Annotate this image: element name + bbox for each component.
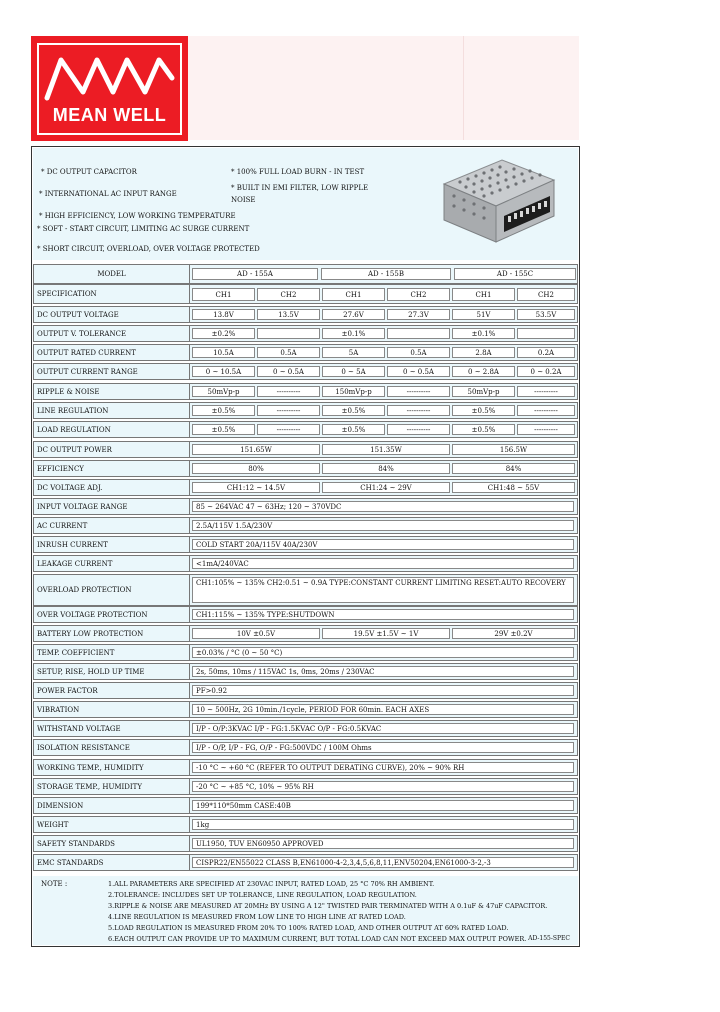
spec-value: 0 ~ 5A <box>322 366 385 377</box>
note-line: 3.RIPPLE & NOISE ARE MEASURED AT 20MHz BY USING A 12" TWISTED PAIR TERMINATED WITH A 0.1uF & 47uF CAPACITOR. <box>108 902 548 910</box>
spec-value: ±0.5% <box>452 405 515 416</box>
spec-value: 10 ~ 500Hz, 2G 10min./1cycle, PERIOD FOR 60min. EACH AXES <box>192 704 574 715</box>
spec-value: 150mVp-p <box>322 386 385 397</box>
spec-label: LINE REGULATION <box>34 403 190 418</box>
spec-value <box>257 328 320 339</box>
spec-row-safety-standards <box>33 835 578 852</box>
spec-value: 151.65W <box>192 444 320 455</box>
spec-value: 80% <box>192 463 320 474</box>
spec-row-battery-low-protection <box>33 625 578 642</box>
spec-value: 2.8A <box>452 347 515 358</box>
channel-header: CH2 <box>257 288 320 301</box>
spec-value: ±0.5% <box>192 405 255 416</box>
spec-row-working-temp <box>33 759 578 776</box>
spec-value: CH1:115% ~ 135% TYPE:SHUTDOWN <box>192 609 574 620</box>
spec-label: LEAKAGE CURRENT <box>34 556 190 571</box>
feature-left-4: * SOFT - START CIRCUIT, LIMITING AC SURGE CURRENT <box>37 225 250 233</box>
spec-label: DC OUTPUT POWER <box>34 442 190 457</box>
spec-value: CISPR22/EN55022 CLASS B,EN61000-4-2,3,4,5,6,8,11,ENV50204,EN61000-3-2,-3 <box>192 857 574 868</box>
spec-value: UL1950, TUV EN60950 APPROVED <box>192 838 574 849</box>
spec-value: 50mVp-p <box>452 386 515 397</box>
spec-value: ±0.5% <box>452 424 515 435</box>
spec-value: <1mA/240VAC <box>192 558 574 569</box>
spec-value: I/P - O/P, I/P - FG, O/P - FG:500VDC / 100M Ohms <box>192 742 574 753</box>
spec-row-temp-coefficient <box>33 644 578 661</box>
feature-right-1: * 100% FULL LOAD BURN - IN TEST <box>231 168 365 176</box>
spec-label: AC CURRENT <box>34 518 190 533</box>
spec-value: CH1:12 ~ 14.5V <box>192 482 320 493</box>
feature-left-3: * HIGH EFFICIENCY, LOW WORKING TEMPERATURE <box>39 212 236 220</box>
spec-row-setup-rise-hold <box>33 663 578 680</box>
spec-row-load-regulation <box>33 421 578 438</box>
spec-row-isolation-resistance <box>33 739 578 756</box>
header-divider <box>463 36 464 140</box>
spec-value <box>387 328 450 339</box>
power-supply-product-image <box>440 154 558 248</box>
spec-value: ---------- <box>387 424 450 435</box>
spec-value: 85 ~ 264VAC 47 ~ 63Hz; 120 ~ 370VDC <box>192 501 574 512</box>
spec-value: ---------- <box>387 386 450 397</box>
spec-value: -10 °C ~ +60 °C (REFER TO OUTPUT DERATING CURVE), 20% ~ 90% RH <box>192 762 574 773</box>
note-line: 4.LINE REGULATION IS MEASURED FROM LOW LINE TO HIGH LINE AT RATED LOAD. <box>108 913 406 921</box>
notes-label: NOTE : <box>41 880 68 888</box>
feature-right-2: * BUILT IN EMI FILTER, LOW RIPPLE <box>231 184 369 192</box>
spec-value: ---------- <box>517 405 575 416</box>
spec-label: TEMP. COEFFICIENT <box>34 645 190 660</box>
model-row <box>33 264 578 284</box>
spec-row-output-current-range <box>33 363 578 380</box>
spec-value: I/P - O/P:3KVAC I/P - FG:1.5KVAC O/P - FG:0.5KVAC <box>192 723 574 734</box>
spec-value: ---------- <box>257 405 320 416</box>
spec-label: POWER FACTOR <box>34 683 190 698</box>
spec-row-ripple-noise <box>33 383 578 400</box>
spec-label: STORAGE TEMP., HUMIDITY <box>34 779 190 794</box>
spec-label: DC VOLTAGE ADJ. <box>34 480 190 495</box>
spec-value: 2.5A/115V 1.5A/230V <box>192 520 574 531</box>
spec-row-dc-voltage-adj <box>33 479 578 496</box>
spec-row-efficiency <box>33 460 578 477</box>
spec-value: 51V <box>452 309 515 320</box>
model-c: AD - 155C <box>454 268 576 280</box>
spec-label: LOAD REGULATION <box>34 422 190 437</box>
spec-row-inrush-current <box>33 536 578 553</box>
spec-row-input-voltage <box>33 498 578 515</box>
spec-value: ±0.1% <box>452 328 515 339</box>
spec-row-line-regulation <box>33 402 578 419</box>
spec-value: 84% <box>322 463 450 474</box>
spec-label: INPUT VOLTAGE RANGE <box>34 499 190 514</box>
spec-value: PF>0.92 <box>192 685 574 696</box>
spec-value: 199*110*50mm CASE:40B <box>192 800 574 811</box>
spec-value: CH1:48 ~ 55V <box>452 482 575 493</box>
spec-value: ±0.5% <box>322 405 385 416</box>
spec-value: 50mVp-p <box>192 386 255 397</box>
spec-value: 1kg <box>192 819 574 830</box>
spec-label: WEIGHT <box>34 817 190 832</box>
spec-label: DC OUTPUT VOLTAGE <box>34 307 190 322</box>
spec-label: OUTPUT CURRENT RANGE <box>34 364 190 379</box>
specification-label: SPECIFICATION <box>34 285 190 303</box>
spec-value <box>517 328 575 339</box>
spec-label: OUTPUT RATED CURRENT <box>34 345 190 360</box>
spec-value: ±0.03% / °C (0 ~ 50 °C) <box>192 647 574 658</box>
model-b: AD - 155B <box>321 268 451 280</box>
spec-row-output-rated-current <box>33 344 578 361</box>
spec-row-ac-current <box>33 517 578 534</box>
spec-value: 27.6V <box>322 309 385 320</box>
spec-label: OUTPUT V. TOLERANCE <box>34 326 190 341</box>
spec-value: 0.5A <box>257 347 320 358</box>
model-a: AD - 155A <box>192 268 318 280</box>
model-label: MODEL <box>34 265 190 283</box>
spec-value: 0 ~ 0.5A <box>387 366 450 377</box>
feature-left-5: * SHORT CIRCUIT, OVERLOAD, OVER VOLTAGE PROTECTED <box>37 245 260 253</box>
spec-label: WITHSTAND VOLTAGE <box>34 721 190 736</box>
channel-header: CH2 <box>517 288 575 301</box>
spec-value: 53.5V <box>517 309 575 320</box>
spec-value: -20 °C ~ +85 °C, 10% ~ 95% RH <box>192 781 574 792</box>
spec-value: 10V ±0.5V <box>192 628 320 639</box>
spec-value: 29V ±0.2V <box>452 628 575 639</box>
spec-label: SAFETY STANDARDS <box>34 836 190 851</box>
spec-label: OVERLOAD PROTECTION <box>34 575 190 605</box>
spec-value: 27.3V <box>387 309 450 320</box>
spec-label: VIBRATION <box>34 702 190 717</box>
spec-row-storage-temp <box>33 778 578 795</box>
spec-label: RIPPLE & NOISE <box>34 384 190 399</box>
spec-value: 13.8V <box>192 309 255 320</box>
spec-row-dc-output-voltage <box>33 306 578 323</box>
spec-label: OVER VOLTAGE PROTECTION <box>34 607 190 622</box>
spec-row-overload-protection <box>33 574 578 606</box>
spec-label: SETUP, RISE, HOLD UP TIME <box>34 664 190 679</box>
channel-header: CH2 <box>387 288 450 301</box>
spec-row-output-tolerance <box>33 325 578 342</box>
notes-section <box>33 876 578 945</box>
spec-value: 84% <box>452 463 575 474</box>
spec-value: 10.5A <box>192 347 255 358</box>
spec-value: 0.5A <box>387 347 450 358</box>
spec-value: ±0.5% <box>322 424 385 435</box>
document-code: AD-155-SPEC <box>528 935 570 942</box>
spec-row-weight <box>33 816 578 833</box>
spec-value: 0 ~ 10.5A <box>192 366 255 377</box>
spec-value: ±0.1% <box>322 328 385 339</box>
spec-row-dc-output-power <box>33 441 578 458</box>
spec-value: 2s, 50ms, 10ms / 115VAC 1s, 0ms, 20ms / 230VAC <box>192 666 574 677</box>
spec-value: ±0.2% <box>192 328 255 339</box>
spec-value: 156.5W <box>452 444 575 455</box>
spec-row-over-voltage-protection <box>33 606 578 623</box>
spec-value: 0 ~ 0.2A <box>517 366 575 377</box>
spec-value: ---------- <box>387 405 450 416</box>
spec-label: ISOLATION RESISTANCE <box>34 740 190 755</box>
mw-logo-icon <box>41 48 178 106</box>
spec-label: BATTERY LOW PROTECTION <box>34 626 190 641</box>
mean-well-logo <box>31 36 188 141</box>
feature-right-3: NOISE <box>231 196 256 204</box>
spec-value: ---------- <box>257 424 320 435</box>
spec-value: ---------- <box>517 424 575 435</box>
spec-value: CH1:105% ~ 135% CH2:0.51 ~ 0.9A TYPE:CONSTANT CURRENT LIMITING RESET:AUTO RECOVERY <box>192 577 574 603</box>
spec-value: 151.35W <box>322 444 450 455</box>
note-line: 6.EACH OUTPUT CAN PROVIDE UP TO MAXIMUM CURRENT, BUT TOTAL LOAD CAN NOT EXCEED MAX OUTPUT POWER. <box>108 935 527 943</box>
specification-row <box>33 284 578 304</box>
spec-label: DIMENSION <box>34 798 190 813</box>
spec-value: 0 ~ 0.5A <box>257 366 320 377</box>
spec-row-emc-standards <box>33 854 578 871</box>
spec-label: INRUSH CURRENT <box>34 537 190 552</box>
spec-label: WORKING TEMP., HUMIDITY <box>34 760 190 775</box>
spec-value: COLD START 20A/115V 40A/230V <box>192 539 574 550</box>
spec-value: ---------- <box>517 386 575 397</box>
channel-header: CH1 <box>452 288 515 301</box>
spec-value: 0.2A <box>517 347 575 358</box>
spec-row-vibration <box>33 701 578 718</box>
spec-label: EFFICIENCY <box>34 461 190 476</box>
spec-row-withstand-voltage <box>33 720 578 737</box>
spec-row-dimension <box>33 797 578 814</box>
channel-header: CH1 <box>322 288 385 301</box>
spec-value: 5A <box>322 347 385 358</box>
note-line: 5.LOAD REGULATION IS MEASURED FROM 20% TO 100% RATED LOAD, AND OTHER OUTPUT AT 60% RATED LOAD. <box>108 924 509 932</box>
spec-value: CH1:24 ~ 29V <box>322 482 450 493</box>
spec-value: 0 ~ 2.8A <box>452 366 515 377</box>
note-line: 2.TOLERANCE: INCLUDES SET UP TOLERANCE, LINE REGULATION, LOAD REGULATION. <box>108 891 417 899</box>
feature-left-2: * INTERNATIONAL AC INPUT RANGE <box>39 190 177 198</box>
spec-row-power-factor <box>33 682 578 699</box>
spec-label: EMC STANDARDS <box>34 855 190 870</box>
channel-header: CH1 <box>192 288 255 301</box>
logo-text: MEAN WELL <box>52 105 167 125</box>
spec-value: 13.5V <box>257 309 320 320</box>
spec-row-leakage-current <box>33 555 578 572</box>
note-line: 1.ALL PARAMETERS ARE SPECIFIED AT 230VAC INPUT, RATED LOAD, 25 °C 70% RH AMBIENT. <box>108 880 435 888</box>
feature-left-1: * DC OUTPUT CAPACITOR <box>41 168 137 176</box>
spec-value: ±0.5% <box>192 424 255 435</box>
spec-value: ---------- <box>257 386 320 397</box>
spec-value: 19.5V ±1.5V ~ 1V <box>322 628 450 639</box>
